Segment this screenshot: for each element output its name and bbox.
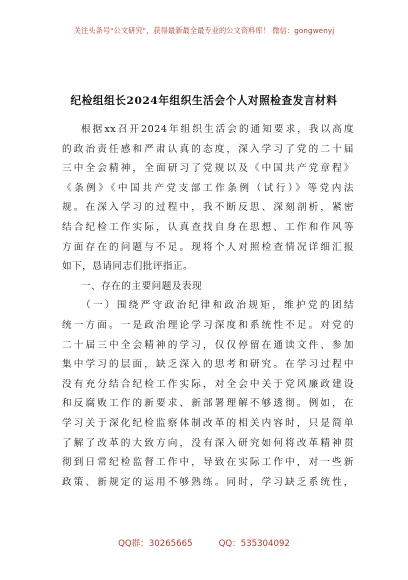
paragraph-line: 《条例》《中国共产党支部工作条例（试行）》等党内法 [62, 182, 354, 194]
paragraph-line: 二十届三中全会精神的学习，仅仅停留在通读文件、参加 [62, 339, 354, 351]
paragraph-line: 集中学习的层面，缺乏深入的思考和研究。在学习过程中 [62, 359, 354, 371]
paragraph-line: 规。在深入学习的过程中，我不断反思、深刻剖析，紧密 [62, 202, 354, 214]
document-body [62, 120, 354, 492]
paragraph-line: 了解了改革的大致方向，没有深入研究如何将改革精神贯 [62, 437, 354, 449]
paragraph-line: 统一方面。一是政治理论学习深度和系统性不足。对党的 [62, 319, 354, 331]
paragraph-line: 和反腐败工作的新要求、新部署理解不够透彻。例如，在 [62, 398, 354, 410]
footer-qq-group: QQ群：30265665 [118, 539, 193, 549]
paragraph-line: 根据xx召开2024年组织生活会的通知要求，我以高度 [81, 124, 354, 135]
document-title: 纪检组组长2024年组织生活会个人对照检查发言材料 [70, 95, 338, 107]
paragraph-line: 结合纪检工作实际，认真查找自身在思想、工作和作风等 [62, 221, 354, 233]
paragraph-line: 的政治责任感和严肃认真的态度，深入学习了党的二十届 [62, 143, 354, 155]
paragraph-line: 没有充分结合纪检工作实际，对全会中关于党风廉政建设 [62, 378, 354, 390]
paragraph-line: 如下，恳请同志们批评指正。 [62, 261, 194, 273]
paragraph-line: 三中全会精神，全面研习了党规以及《中国共产党章程》 [62, 163, 354, 175]
header-promo-note: 关注头条号"公文研究"，获得最新最全最专业的公文资料库！ 微信：gongwenyj [73, 26, 335, 35]
footer-contact [0, 537, 408, 549]
paragraph-line: （一）围绕严守政治纪律和政治规矩，维护党的团结 [81, 300, 354, 312]
paragraph-line: 方面存在的问题与不足。现将个人对照检查情况详细汇报 [62, 241, 354, 253]
paragraph-line: 政策、新规定的运用不够熟练。同时，学习缺乏系统性， [62, 476, 354, 488]
paragraph-line: 学习关于深化纪检监察体制改革的相关内容时，只是简单 [62, 417, 354, 429]
paragraph-line: 彻到日常纪检监督工作中，导致在实际工作中，对一些新 [62, 457, 354, 469]
section-heading: 一、存在的主要问题及表现 [81, 280, 203, 292]
footer-qq-number: QQ：535304092 [218, 539, 290, 549]
